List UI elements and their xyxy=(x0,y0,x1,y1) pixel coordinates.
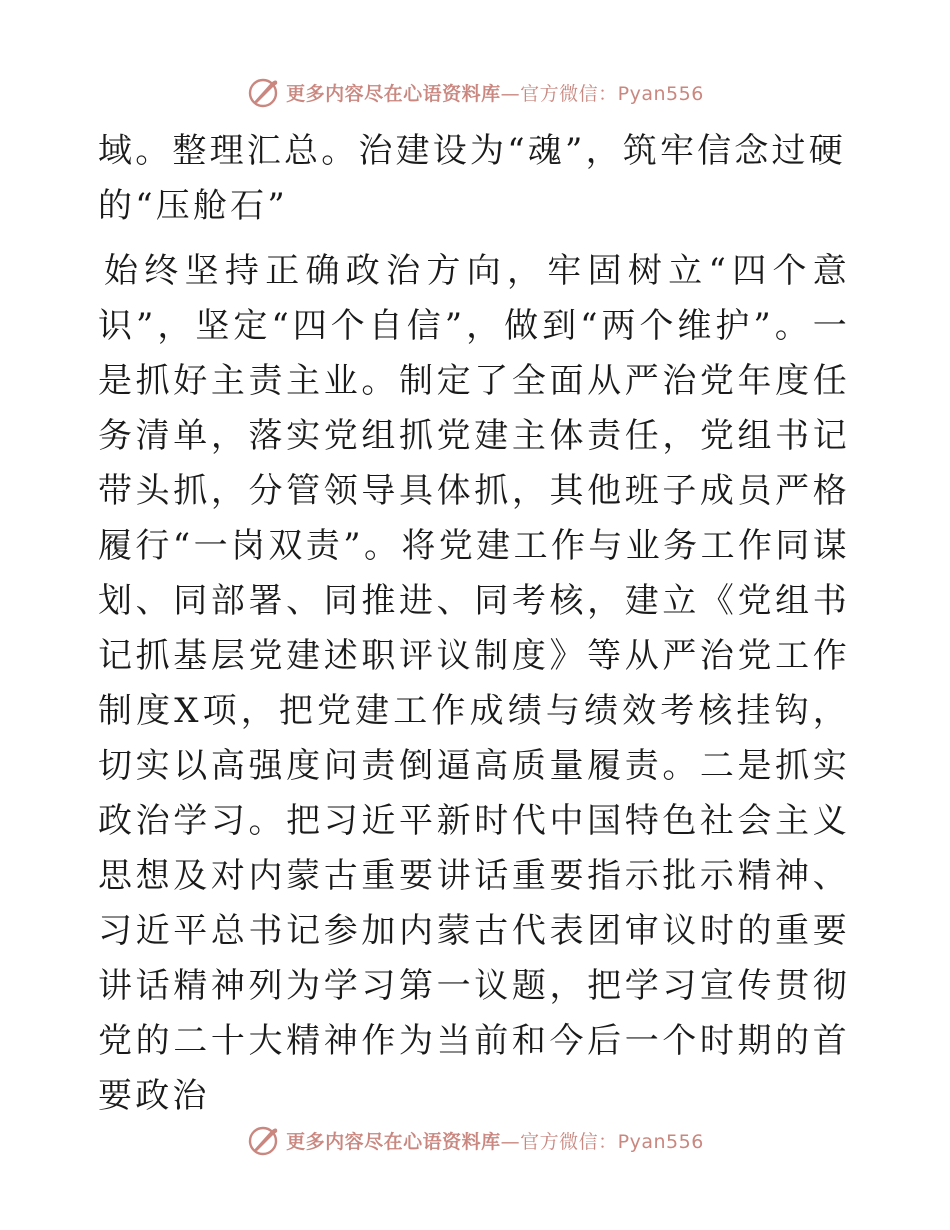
banner-separator: — xyxy=(500,82,521,105)
banner-text xyxy=(286,79,704,106)
banner-site-name: 更多内容尽在心语资料库 xyxy=(286,82,501,105)
section-heading: 域。整理汇总。治建设为“魂”，筑牢信念过硬的“压舱石” xyxy=(98,131,846,226)
banner-site-name: 更多内容尽在心语资料库 xyxy=(286,1130,501,1153)
banner-wechat: 官方微信：Pyan556 xyxy=(520,82,704,105)
quill-pen-circle-icon xyxy=(246,1123,280,1157)
banner-text xyxy=(286,1127,704,1154)
footer-banner xyxy=(0,1120,950,1160)
banner-wechat: 官方微信：Pyan556 xyxy=(520,1130,704,1153)
header-banner xyxy=(0,72,950,112)
document-content xyxy=(98,124,850,1124)
quill-pen-circle-icon xyxy=(246,75,280,109)
body-paragraph: 始终坚持正确政治方向，牢固树立“四个意识”，坚定“四个自信”，做到“两个维护”。一是抓好主责主业。制定了全面从严治党年度任务清单，落实党组抓党建主体责任，党组书记带头抓，分管领导具体抓，其他班子成员严格履行“一岗双责”。将党建工作与业务工作同谋划、同部署、同推进、同考核，建立《党组书记抓基层党建述职评议制度》等从严治党工作制度X项，把党建工作成绩与绩效考核挂钩，切实以高强度问责倒逼高质量履责。二是抓实政治学习。把习近平新时代中国特色社会主义思想及对内蒙古重要讲话重要指示批示精神、习近平总书记参加内蒙古代表团审议时的重要讲话精神列为学习第一议题，把学习宣传贯彻党的二十大精神作为当前和今后一个时期的首要政治 xyxy=(98,251,850,1116)
banner-separator: — xyxy=(500,1130,521,1153)
